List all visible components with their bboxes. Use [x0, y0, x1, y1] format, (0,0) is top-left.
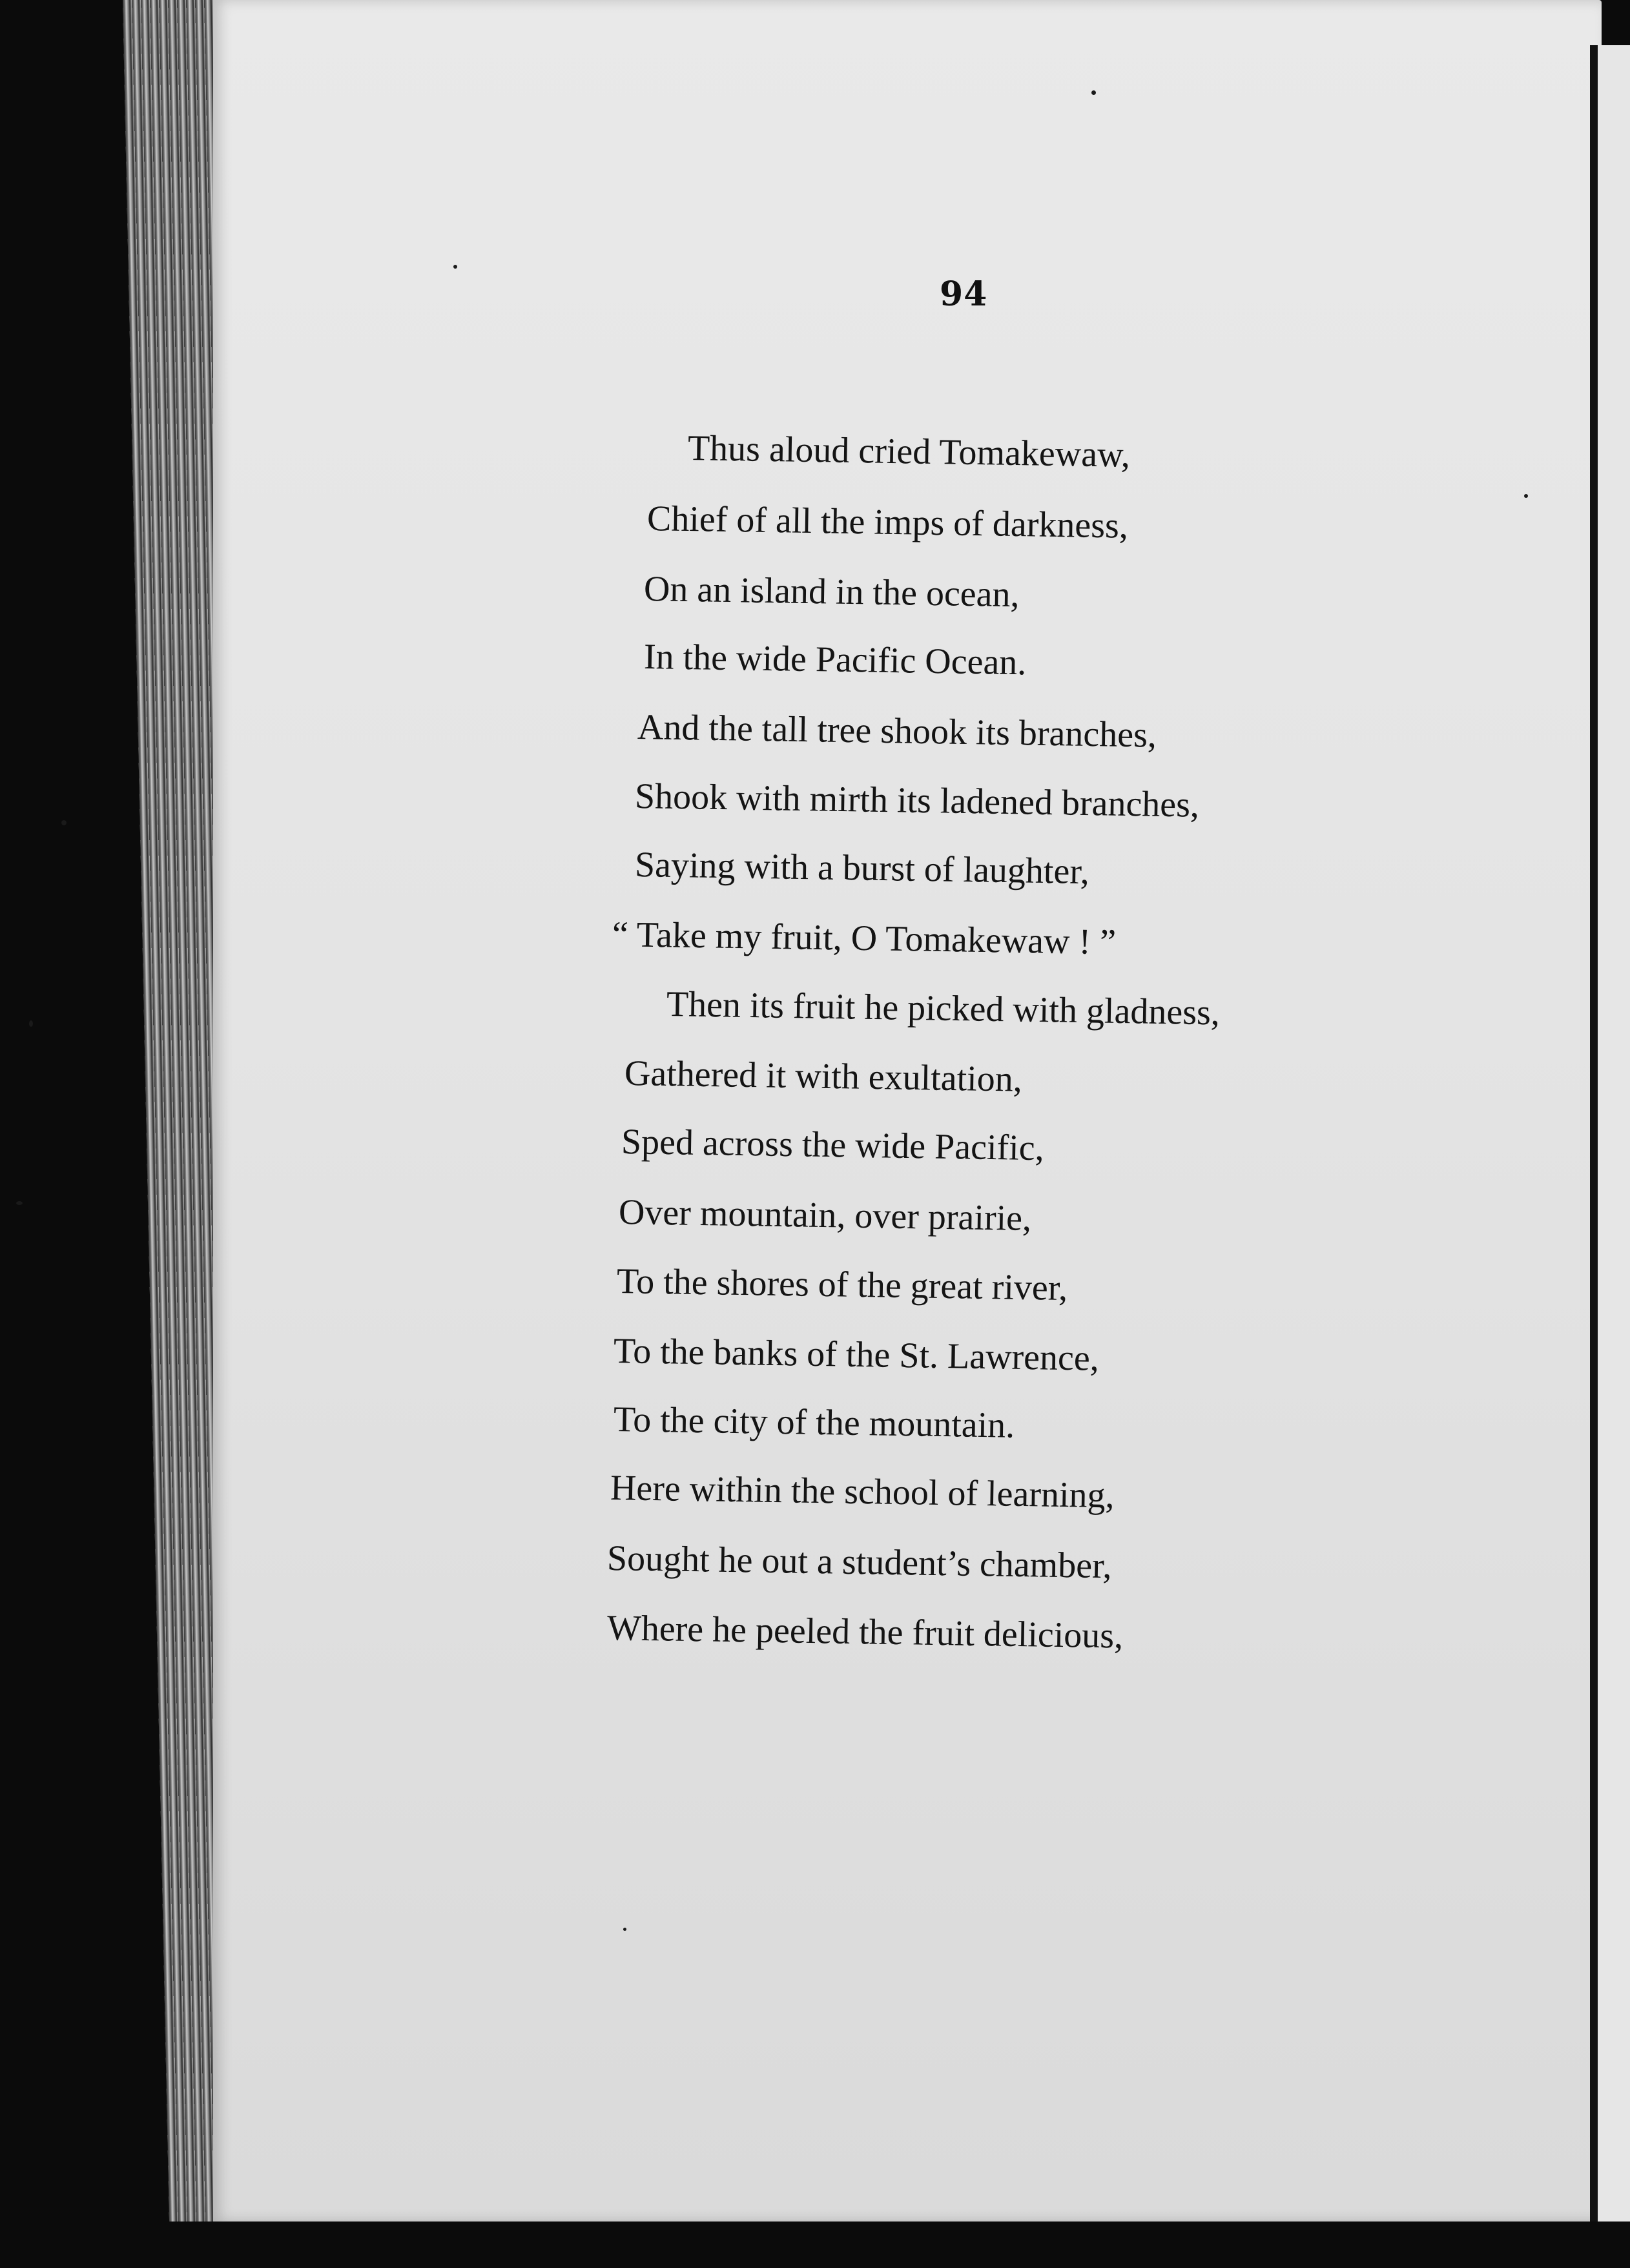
poem-line: Saying with a burst of laughter,: [634, 845, 1090, 892]
poem-line: Here within the school of learning,: [610, 1468, 1115, 1516]
page-number: 94: [940, 274, 988, 314]
poem-line: Then its fruit he picked with gladness,: [666, 984, 1221, 1033]
poem-line: Gathered it with exultation,: [624, 1053, 1023, 1100]
poem-line: Over mountain, over prairie,: [618, 1192, 1032, 1239]
poem-line: “ Take my fruit, O Tomakewaw ! ”: [612, 914, 1117, 963]
poem-line: Shook with mirth its ladened branches,: [634, 776, 1200, 825]
poem-line: Sought he out a student’s chamber,: [606, 1538, 1113, 1587]
poem-line: To the banks of the St. Lawrence,: [613, 1331, 1100, 1379]
poem-line: Where he peeled the fruit delicious,: [606, 1608, 1124, 1656]
poem-line: Chief of all the imps of darkness,: [646, 499, 1129, 546]
poem-line: Thus aloud cried Tomakewaw,: [687, 428, 1131, 475]
scan-border: [0, 2222, 1630, 2268]
poem-line: To the city of the mountain.: [613, 1399, 1015, 1446]
poem-line: And the tall tree shook its branches,: [637, 707, 1157, 756]
poem-line: On an island in the ocean,: [643, 569, 1020, 615]
poem-line: To the shores of the great river,: [616, 1261, 1068, 1308]
poem-line: In the wide Pacific Ocean.: [643, 637, 1027, 683]
poem-line: Sped across the wide Pacific,: [621, 1122, 1045, 1169]
